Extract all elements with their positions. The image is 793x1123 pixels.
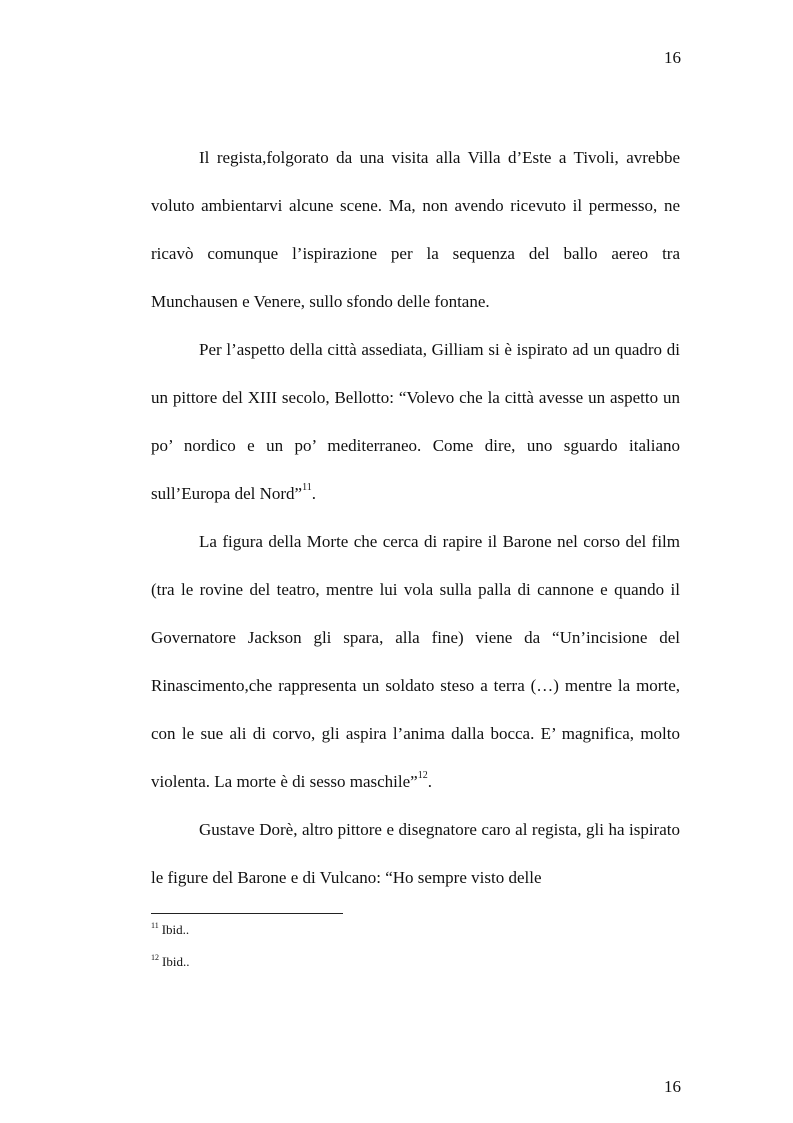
paragraph: Gustave Dorè, altro pittore e disegnatore caro al regista, gli ha ispirato le figure del Barone e di Vulcano: “Ho sempre visto delle	[151, 820, 680, 887]
page-number-bottom: 16	[664, 1077, 681, 1096]
footnote-text: Ibid..	[162, 954, 190, 969]
footnotes	[151, 922, 680, 986]
paragraph: La figura della Morte che cerca di rapire il Barone nel corso del film (tra le rovine del teatro, mentre lui vola sulla palla di cannone e quando il Governatore Jackson gli spara, alla fine) viene da “Un’incisione del Rinascimento,che rappresenta un soldato steso a terra (…) mentre la morte, con le sue ali di corvo, gli aspira l’anima dalla bocca. E’ magnifica, molto violenta. La morte è di sesso maschile”$^{12}$.	[151, 532, 680, 791]
footnote-separator	[151, 913, 343, 914]
footnote	[151, 922, 680, 938]
footnote-reference[interactable]: 12	[417, 770, 428, 782]
footnote-number: 12	[151, 952, 159, 962]
footnote-reference[interactable]: 11	[302, 482, 312, 494]
body-text	[151, 134, 680, 902]
footnote-number: 11	[151, 920, 159, 930]
footnote-text: Ibid..	[161, 922, 190, 937]
page-number-top: 16	[664, 48, 681, 67]
paragraph: Per l’aspetto della città assediata, Gilliam si è ispirato ad un quadro di un pittore del XIII secolo, Bellotto: “Volevo che la città avesse un aspetto un po’ nordico e un po’ mediterraneo. Come dire, uno sguardo italiano sull’Europa del Nord”$^{11}$.	[151, 340, 680, 503]
footnote	[151, 954, 680, 970]
paragraph: Il regista,folgorato da una visita alla Villa d’Este a Tivoli, avrebbe voluto ambientarvi alcune scene. Ma, non avendo ricevuto il permesso, ne ricavò comunque l’ispirazione per la sequenza del ballo aereo tra Munchausen e Venere, sullo sfondo delle fontane.	[151, 148, 680, 311]
